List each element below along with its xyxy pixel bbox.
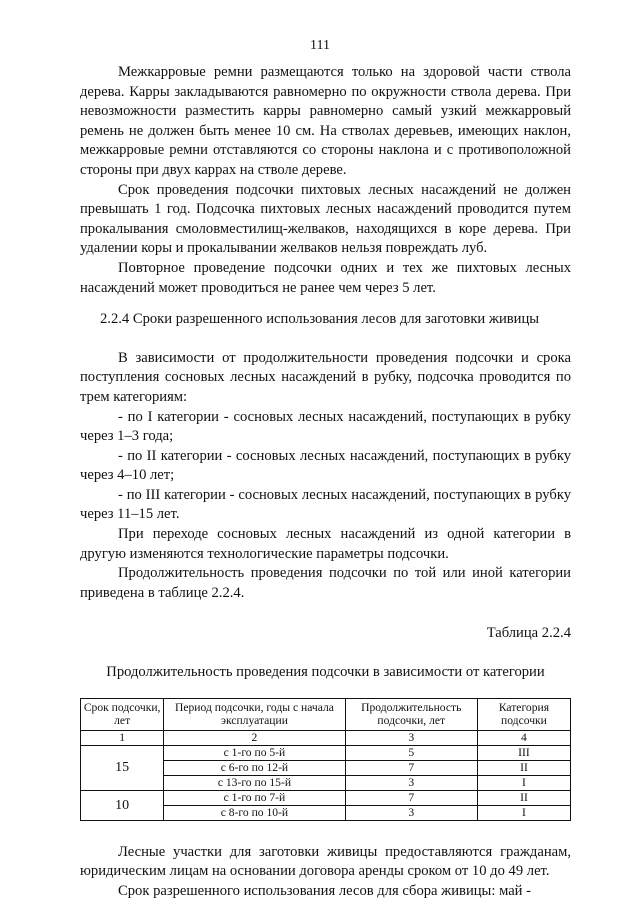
period-cell: с 13-го по 15-й bbox=[164, 775, 345, 790]
header-term: Срок подсочки, лет bbox=[81, 698, 164, 730]
header-period: Период подсочки, годы с начала эксплуатации bbox=[164, 698, 345, 730]
period-cell: с 6-го по 12-й bbox=[164, 760, 345, 775]
period-cell: с 8-го по 10-й bbox=[164, 805, 345, 820]
page-number: 111 bbox=[310, 38, 330, 53]
header-category: Категория подсочки bbox=[477, 698, 570, 730]
table-header-row bbox=[81, 698, 571, 730]
category-cell: I bbox=[477, 805, 570, 820]
list-item: - по III категории - сосновых лесных насаждений, поступающих в рубку через 11–15 лет. bbox=[80, 486, 571, 523]
paragraph: Продолжительность проведения подсочки по той или иной категории приведена в таблице 2.2.4. bbox=[80, 565, 571, 601]
term-cell: 15 bbox=[81, 745, 164, 790]
list-item: - по II категории - сосновых лесных насаждений, поступающих в рубку через 4–10 лет; bbox=[80, 447, 571, 484]
paragraph: Повторное проведение подсочки одних и тех же пихтовых лесных насаждений может проводиться не ранее чем через 5 лет. bbox=[80, 259, 571, 296]
duration-cell: 7 bbox=[345, 790, 477, 805]
paragraph: Срок проведения подсочки пихтовых лесных насаждений не должен превышать 1 год. Подсочка пихтовых лесных насаждений проводится путем прокалывания смоловместилищ-желваков, находящихся в коре дерева. При удалении коры и прокалывании желваков нельзя повреждать луб. bbox=[80, 181, 571, 257]
category-cell: II bbox=[477, 760, 570, 775]
period-cell: с 1-го по 7-й bbox=[164, 790, 345, 805]
category-cell: II bbox=[477, 790, 570, 805]
column-number: 3 bbox=[345, 730, 477, 745]
duration-cell: 3 bbox=[345, 775, 477, 790]
duration-cell: 7 bbox=[345, 760, 477, 775]
period-cell: с 1-го по 5-й bbox=[164, 745, 345, 760]
term-cell: 10 bbox=[81, 790, 164, 820]
paragraph: Лесные участки для заготовки живицы предоставляются гражданам, юридическим лицам на основании договора аренды сроком от 10 до 49 лет. bbox=[80, 843, 571, 880]
column-number: 2 bbox=[164, 730, 345, 745]
header-duration: Продолжительность подсочки, лет bbox=[345, 698, 477, 730]
paragraph: При переходе сосновых лесных насаждений из одной категории в другую изменяются технологические параметры подсочки. bbox=[80, 526, 571, 562]
table-column-numbers-row bbox=[81, 730, 571, 745]
duration-cell: 3 bbox=[345, 805, 477, 820]
paragraph: Межкарровые ремни размещаются только на здоровой части ствола дерева. Карры закладываются равномерно по окружности ствола дерева. При невозможности разместить карры равномерно самый узкий межкарровый ремень не должен быть менее 10 см. На стволах деревьев, имеющих наклон, межкарровые ремни отставляются со стороны наклона и с противоположной стороны при двух каррах на стволе дереве. bbox=[80, 64, 571, 178]
category-cell: I bbox=[477, 775, 570, 790]
table-title: Продолжительность проведения подсочки в зависимости от категории bbox=[106, 664, 545, 681]
table-row bbox=[81, 745, 571, 760]
document-body bbox=[80, 63, 571, 901]
duration-cell: 5 bbox=[345, 745, 477, 760]
column-number: 1 bbox=[81, 730, 164, 745]
column-number: 4 bbox=[477, 730, 570, 745]
paragraph: Срок разрешенного использования лесов для сбора живицы: май - bbox=[118, 882, 532, 899]
paragraph: В зависимости от продолжительности проведения подсочки и срока поступления сосновых лесных насаждений в рубку, подсочка проводится по трем категориям: bbox=[80, 349, 571, 405]
table-row bbox=[81, 790, 571, 805]
section-heading: 2.2.4 Сроки разрешенного использования лесов для заготовки живицы bbox=[100, 311, 540, 328]
table-caption: Таблица 2.2.4 bbox=[486, 625, 571, 642]
category-cell: III bbox=[477, 745, 570, 760]
tapping-duration-table bbox=[80, 698, 571, 821]
list-item: - по I категории - сосновых лесных насаждений, поступающих в рубку через 1–3 года; bbox=[80, 408, 571, 445]
